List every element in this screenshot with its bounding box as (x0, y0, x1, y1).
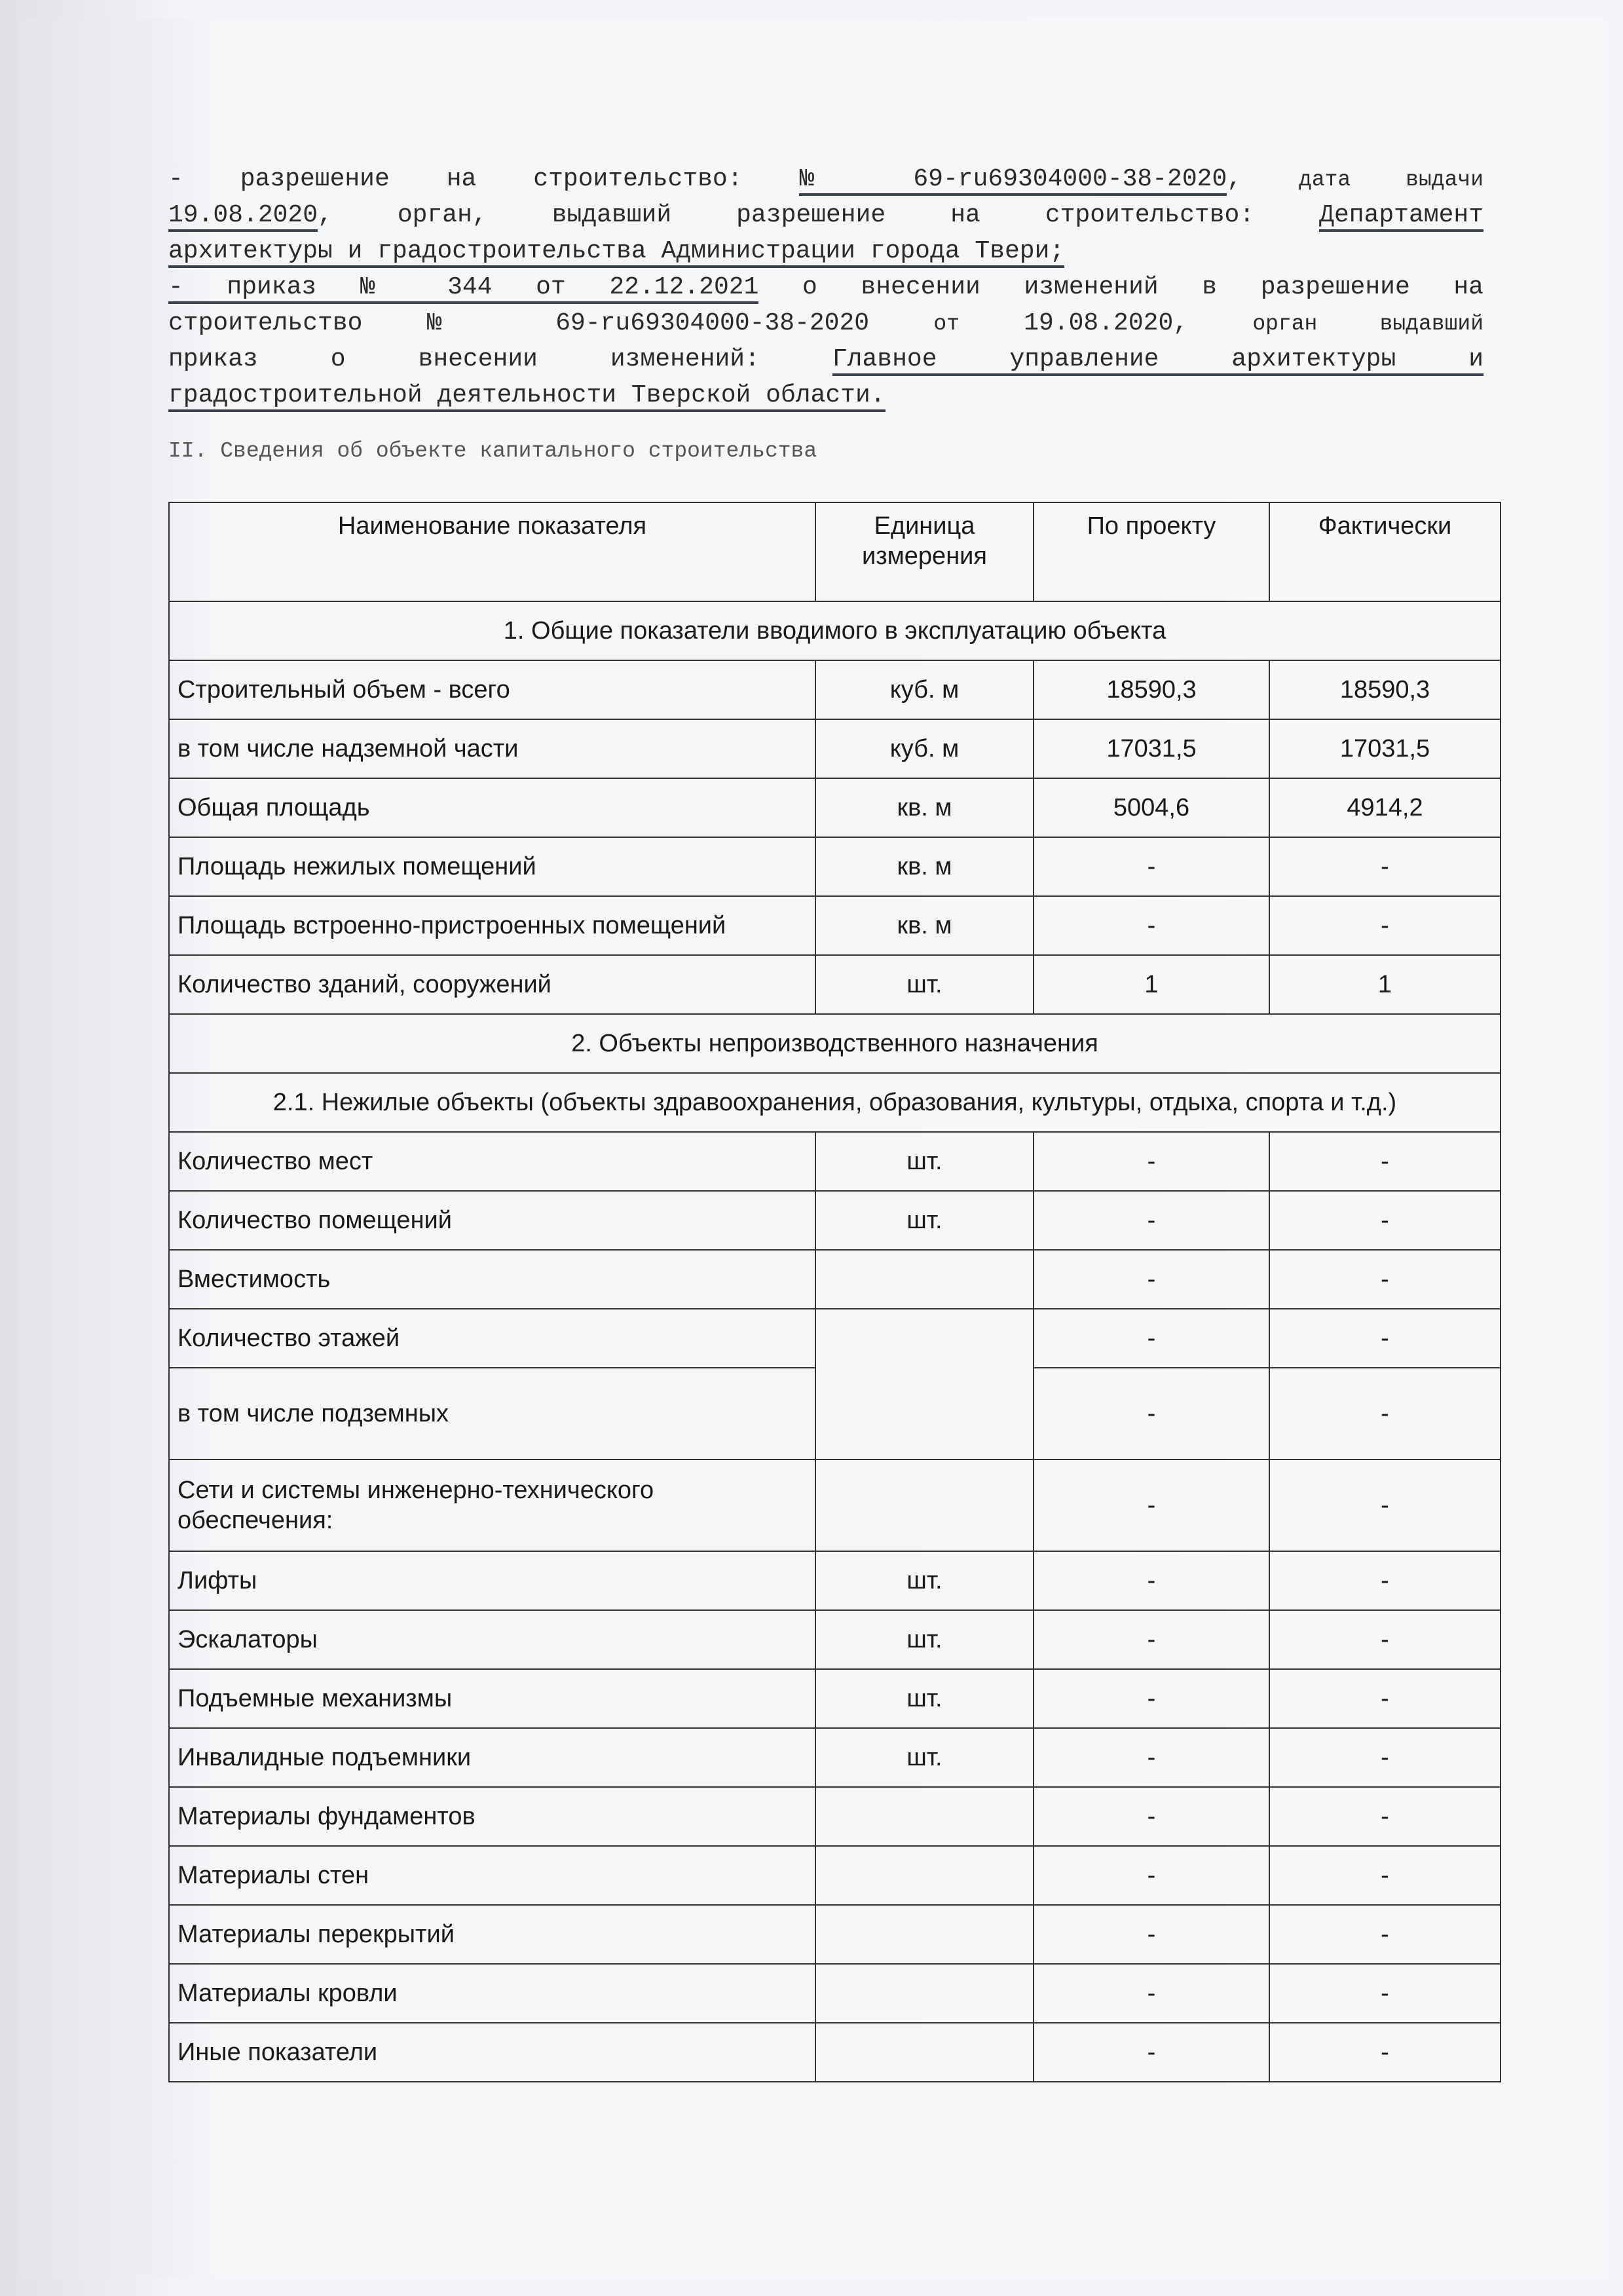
indicator-name: Общая площадь (169, 778, 815, 837)
indicator-name: Вместимость (169, 1250, 815, 1309)
order-ref: - приказ № 344 от 22.12.2021 (168, 273, 758, 304)
table-row (169, 1551, 1501, 1610)
project-value: - (1034, 896, 1269, 955)
table-row (169, 1787, 1501, 1846)
actual-value: 1 (1269, 955, 1501, 1014)
table-row (169, 1459, 1501, 1551)
project-value: 5004,6 (1034, 778, 1269, 837)
para-line (168, 341, 1483, 377)
unit (815, 1964, 1034, 2023)
unit (815, 1846, 1034, 1905)
header-project: По проекту (1034, 502, 1269, 601)
unit: куб. м (815, 719, 1034, 778)
project-value: - (1034, 1309, 1269, 1368)
project-value: - (1034, 1368, 1269, 1459)
actual-value: - (1269, 1551, 1501, 1610)
indicator-name: Строительный объем - всего (169, 660, 815, 719)
table-row (169, 1905, 1501, 1964)
text: строительство № 69-ru69304000-38-2020 (168, 309, 934, 337)
table-row (169, 1669, 1501, 1728)
table-row (169, 660, 1501, 719)
unit (815, 1459, 1034, 1551)
unit: шт. (815, 1191, 1034, 1250)
unit (815, 1309, 1034, 1459)
actual-value: - (1269, 1669, 1501, 1728)
actual-value: - (1269, 1191, 1501, 1250)
indicator-name: Количество этажей (169, 1309, 815, 1368)
table-row (169, 1964, 1501, 2023)
indicator-name: Количество зданий, сооружений (169, 955, 815, 1014)
actual-value: 18590,3 (1269, 660, 1501, 719)
order-issuer: градостроительной деятельности Тверской области. (168, 381, 886, 412)
unit: кв. м (815, 778, 1034, 837)
header-actual: Фактически (1269, 502, 1501, 601)
para-line (168, 305, 1483, 341)
project-value: - (1034, 1669, 1269, 1728)
actual-value: - (1269, 1250, 1501, 1309)
table-row (169, 1191, 1501, 1250)
table-row (169, 1250, 1501, 1309)
text: о внесении изменений в разрешение на (758, 273, 1483, 301)
indicator-name: Эскалаторы (169, 1610, 815, 1669)
project-value: - (1034, 1787, 1269, 1846)
unit (815, 1787, 1034, 1846)
table-row (169, 778, 1501, 837)
section-title: II. Сведения об объекте капитального строительства (168, 439, 817, 463)
text: , орган, выдавший разрешение на строительство: (318, 201, 1320, 229)
actual-value: - (1269, 1787, 1501, 1846)
table-row (169, 896, 1501, 955)
unit: кв. м (815, 896, 1034, 955)
project-value: - (1034, 1905, 1269, 1964)
indicator-name: Сети и системы инженерно-технического обеспечения: (169, 1459, 815, 1551)
para-line (168, 233, 1483, 269)
unit: куб. м (815, 660, 1034, 719)
project-value: 18590,3 (1034, 660, 1269, 719)
table-header (169, 502, 1501, 601)
table-row (169, 719, 1501, 778)
indicators-table (168, 502, 1501, 2082)
text: приказ о внесении изменений: (168, 345, 832, 373)
actual-value: - (1269, 1964, 1501, 2023)
unit: шт. (815, 1551, 1034, 1610)
indicator-name: Количество мест (169, 1132, 815, 1191)
table-row (169, 955, 1501, 1014)
project-value: - (1034, 1610, 1269, 1669)
indicator-name: Материалы фундаментов (169, 1787, 815, 1846)
project-value: - (1034, 2023, 1269, 2082)
actual-value: - (1269, 1309, 1501, 1368)
section-row (169, 601, 1501, 660)
indicator-name: в том числе надземной части (169, 719, 815, 778)
table-row (169, 1728, 1501, 1787)
text: от (933, 312, 960, 336)
project-value: - (1034, 1551, 1269, 1610)
text: орган выдавший (1252, 312, 1483, 336)
actual-value: - (1269, 1846, 1501, 1905)
unit: кв. м (815, 837, 1034, 896)
table-row (169, 1610, 1501, 1669)
table-row (169, 837, 1501, 896)
text: 19.08.2020, (959, 309, 1253, 337)
actual-value: - (1269, 1728, 1501, 1787)
permit-number: № 69-ru69304000-38-2020 (799, 165, 1227, 196)
table-row (169, 2023, 1501, 2082)
table-row (169, 1846, 1501, 1905)
issuer: Департамент (1319, 201, 1483, 232)
table-row (169, 1309, 1501, 1368)
project-value: - (1034, 1132, 1269, 1191)
unit: шт. (815, 1132, 1034, 1191)
para-line (168, 197, 1483, 233)
project-value: - (1034, 837, 1269, 896)
section-heading: 1. Общие показатели вводимого в эксплуатацию объекта (169, 601, 1501, 660)
section-heading: 2. Объекты непроизводственного назначения (169, 1014, 1501, 1073)
issuer: архитектуры и градостроительства Администрации города Твери; (168, 237, 1064, 268)
indicator-name: Площадь встроенно-пристроенных помещений (169, 896, 815, 955)
para-line (168, 377, 1483, 413)
actual-value: - (1269, 1459, 1501, 1551)
project-value: - (1034, 1459, 1269, 1551)
project-value: - (1034, 1250, 1269, 1309)
header-unit-text: Единица измерения (862, 512, 987, 570)
indicator-name: Материалы кровли (169, 1964, 815, 2023)
actual-value: - (1269, 1132, 1501, 1191)
actual-value: - (1269, 2023, 1501, 2082)
header-name: Наименование показателя (169, 502, 815, 601)
unit (815, 1250, 1034, 1309)
text: , (1227, 165, 1299, 193)
project-value: 1 (1034, 955, 1269, 1014)
indicator-name: Инвалидные подъемники (169, 1728, 815, 1787)
project-value: - (1034, 1964, 1269, 2023)
actual-value: - (1269, 1368, 1501, 1459)
actual-value: - (1269, 1905, 1501, 1964)
para-line (168, 269, 1483, 305)
project-value: - (1034, 1846, 1269, 1905)
actual-value: - (1269, 1610, 1501, 1669)
actual-value: - (1269, 896, 1501, 955)
indicator-name: Иные показатели (169, 2023, 815, 2082)
unit: шт. (815, 1669, 1034, 1728)
project-value: - (1034, 1191, 1269, 1250)
project-value: - (1034, 1728, 1269, 1787)
indicator-name: Подъемные механизмы (169, 1669, 815, 1728)
unit: шт. (815, 1728, 1034, 1787)
indicator-name: Материалы стен (169, 1846, 815, 1905)
section-row (169, 1014, 1501, 1073)
text: дата выдачи (1299, 168, 1483, 192)
actual-value: - (1269, 837, 1501, 896)
indicator-name: Площадь нежилых помещений (169, 837, 815, 896)
para-line (168, 161, 1483, 197)
unit (815, 1905, 1034, 1964)
permit-paragraph (168, 161, 1483, 413)
header-unit (815, 502, 1034, 601)
section-row (169, 1073, 1501, 1132)
indicator-name: Материалы перекрытий (169, 1905, 815, 1964)
unit (815, 2023, 1034, 2082)
table-row (169, 1132, 1501, 1191)
indicator-name: Лифты (169, 1551, 815, 1610)
unit: шт. (815, 1610, 1034, 1669)
indicator-name: Количество помещений (169, 1191, 815, 1250)
order-issuer: Главное управление архитектуры и (832, 345, 1483, 376)
permit-date: 19.08.2020 (168, 201, 318, 232)
project-value: 17031,5 (1034, 719, 1269, 778)
actual-value: 4914,2 (1269, 778, 1501, 837)
unit: шт. (815, 955, 1034, 1014)
section-heading: 2.1. Нежилые объекты (объекты здравоохранения, образования, культуры, отдыха, спорта и т.д.) (169, 1073, 1501, 1132)
indicator-name: в том числе подземных (169, 1368, 815, 1459)
text: - разрешение на строительство: (168, 165, 800, 193)
actual-value: 17031,5 (1269, 719, 1501, 778)
